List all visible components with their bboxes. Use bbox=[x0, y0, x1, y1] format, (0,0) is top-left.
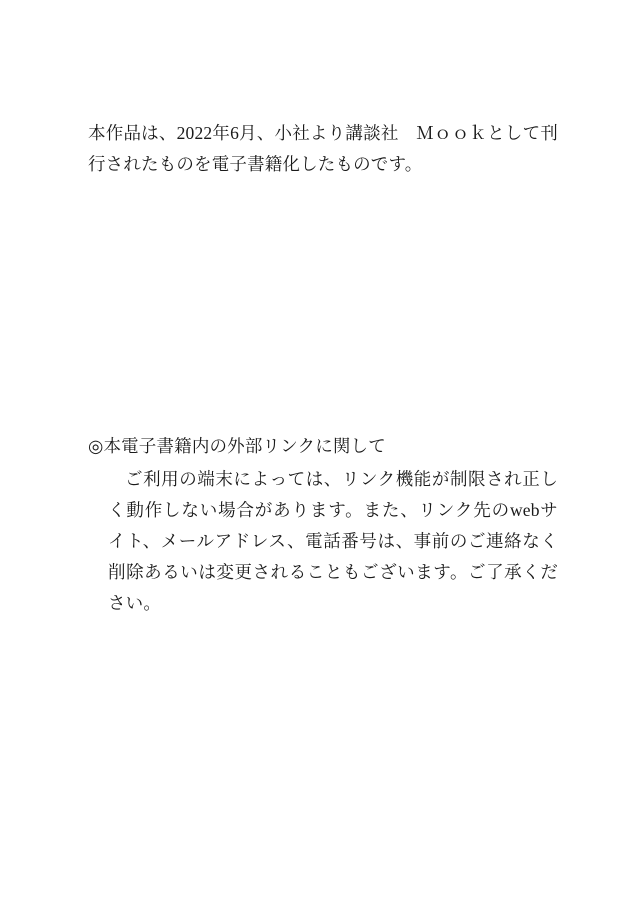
external-links-note-heading: ◎本電子書籍内の外部リンクに関して bbox=[88, 436, 386, 456]
external-links-note-body: ご利用の端末によっては、リンク機能が制限され正しく動作しない場合があります。また、リンク先のwebサイト、メールアドレス、電話番号は、事前のご連絡なく削除あるいは変更されることもございます。ご了承ください。 bbox=[108, 468, 558, 614]
colophon-paragraph: 本作品は、2022年6月、小社より講談社 Ｍｏｏｋとして刊行されたものを電子書籍化したものです。 bbox=[88, 123, 558, 174]
external-links-note bbox=[88, 432, 558, 619]
